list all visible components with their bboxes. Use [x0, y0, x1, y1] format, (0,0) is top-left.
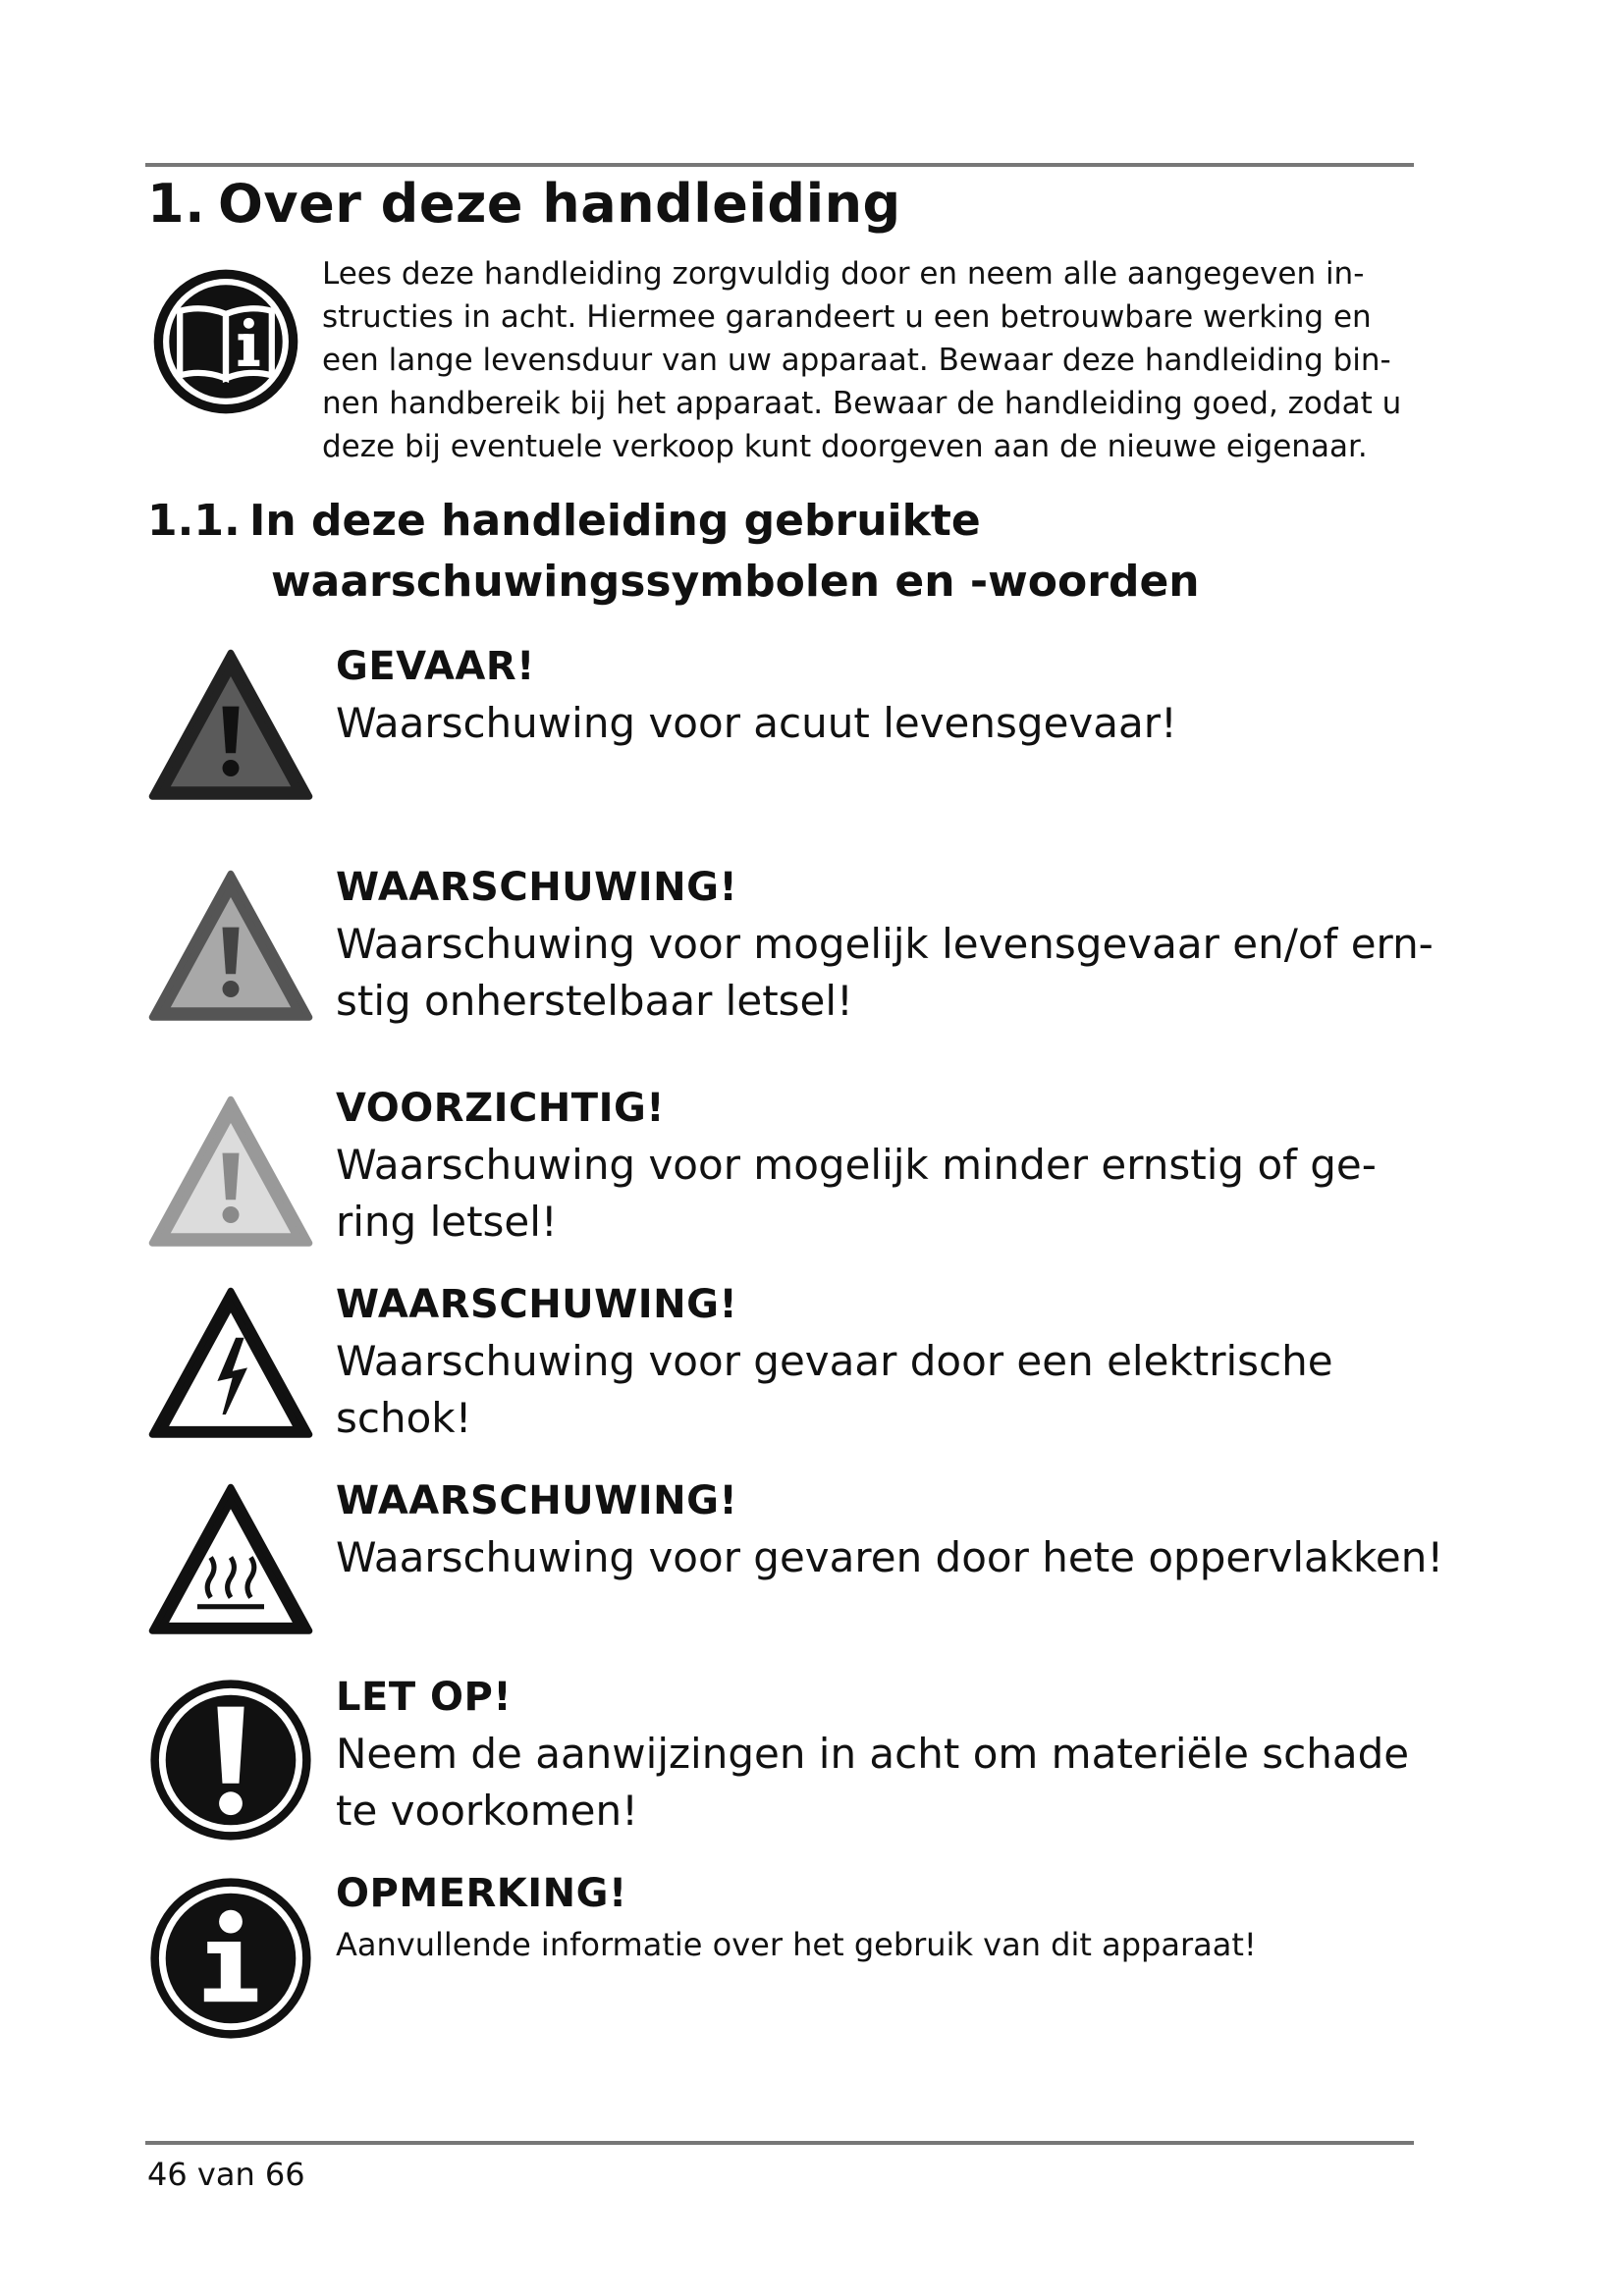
section-title: Over deze handleiding — [218, 173, 901, 235]
description-line: stig onherstelbaar letsel! — [336, 977, 853, 1025]
subsection-heading — [147, 491, 1200, 613]
danger-triangle-icon — [147, 643, 314, 810]
description-line: Aanvullende informatie over het gebruik van dit apparaat! — [336, 1926, 1257, 1963]
signal-word: GEVAAR! — [336, 644, 535, 689]
warning-description — [336, 1333, 1416, 1447]
caution-triangle-icon — [147, 1090, 314, 1256]
intro-line: nen handbereik bij het apparaat. Bewaar de handleiding goed, zodat u — [322, 386, 1402, 421]
subsection-title-line2: waarschuwingssymbolen en -woorden — [271, 557, 1200, 607]
intro-line: structies in acht. Hiermee garandeert u een betrouwbare werking en — [322, 299, 1372, 335]
hot-surface-icon — [147, 1477, 314, 1644]
intro-line: een lange levensduur van uw apparaat. Bewaar deze handleiding bin- — [322, 343, 1391, 378]
warning-entry-attention — [336, 1669, 1416, 1840]
description-line: Neem de aanwijzingen in acht om materiële schade — [336, 1730, 1410, 1778]
warning-description — [336, 1922, 1416, 1967]
description-line: schok! — [336, 1394, 472, 1442]
subsection-number: 1.1. — [147, 496, 241, 546]
section-number: 1. — [147, 173, 206, 235]
attention-icon — [147, 1677, 314, 1843]
top-rule — [145, 163, 1414, 167]
signal-word: OPMERKING! — [336, 1871, 627, 1916]
info-icon — [147, 1875, 314, 2042]
description-line: te voorkomen! — [336, 1787, 638, 1835]
warning-description — [336, 916, 1434, 1030]
description-line: ring letsel! — [336, 1198, 558, 1246]
page-number: 46 van 66 — [147, 2156, 305, 2193]
intro-line: Lees deze handleiding zorgvuldig door en neem alle aangegeven in- — [322, 256, 1365, 292]
warning-entry-warning — [336, 859, 1434, 1030]
warning-triangle-icon — [147, 864, 314, 1031]
intro-line: deze bij eventuele verkoop kunt doorgeven aan de nieuwe eigenaar. — [322, 429, 1368, 464]
signal-word: WAARSCHUWING! — [336, 1478, 738, 1523]
signal-word: WAARSCHUWING! — [336, 1282, 738, 1327]
electric-shock-icon — [147, 1281, 314, 1448]
signal-word: LET OP! — [336, 1675, 513, 1720]
section-heading — [147, 173, 901, 235]
description-line: Waarschuwing voor mogelijk levensgevaar en/of ern- — [336, 920, 1434, 968]
warning-description — [336, 695, 1416, 752]
subsection-title-line1: In deze handleiding gebruikte — [249, 496, 981, 546]
manual-info-icon — [149, 265, 302, 418]
intro-paragraph — [322, 252, 1412, 468]
warning-entry-electric — [336, 1276, 1416, 1447]
warning-description — [336, 1726, 1416, 1840]
signal-word: VOORZICHTIG! — [336, 1086, 666, 1131]
bottom-rule — [145, 2141, 1414, 2145]
warning-entry-info — [336, 1865, 1416, 1967]
description-line: Waarschuwing voor acuut levensgevaar! — [336, 699, 1177, 747]
warning-entry-danger — [336, 638, 1416, 752]
warning-description — [336, 1137, 1416, 1251]
warning-description — [336, 1529, 1444, 1586]
description-line: Waarschuwing voor gevaar door een elektrische — [336, 1337, 1333, 1385]
description-line: Waarschuwing voor gevaren door hete oppervlakken! — [336, 1533, 1444, 1581]
signal-word: WAARSCHUWING! — [336, 865, 738, 910]
warning-entry-hot-surface — [336, 1472, 1444, 1586]
description-line: Waarschuwing voor mogelijk minder ernstig of ge- — [336, 1141, 1377, 1189]
warning-entry-caution — [336, 1080, 1416, 1251]
